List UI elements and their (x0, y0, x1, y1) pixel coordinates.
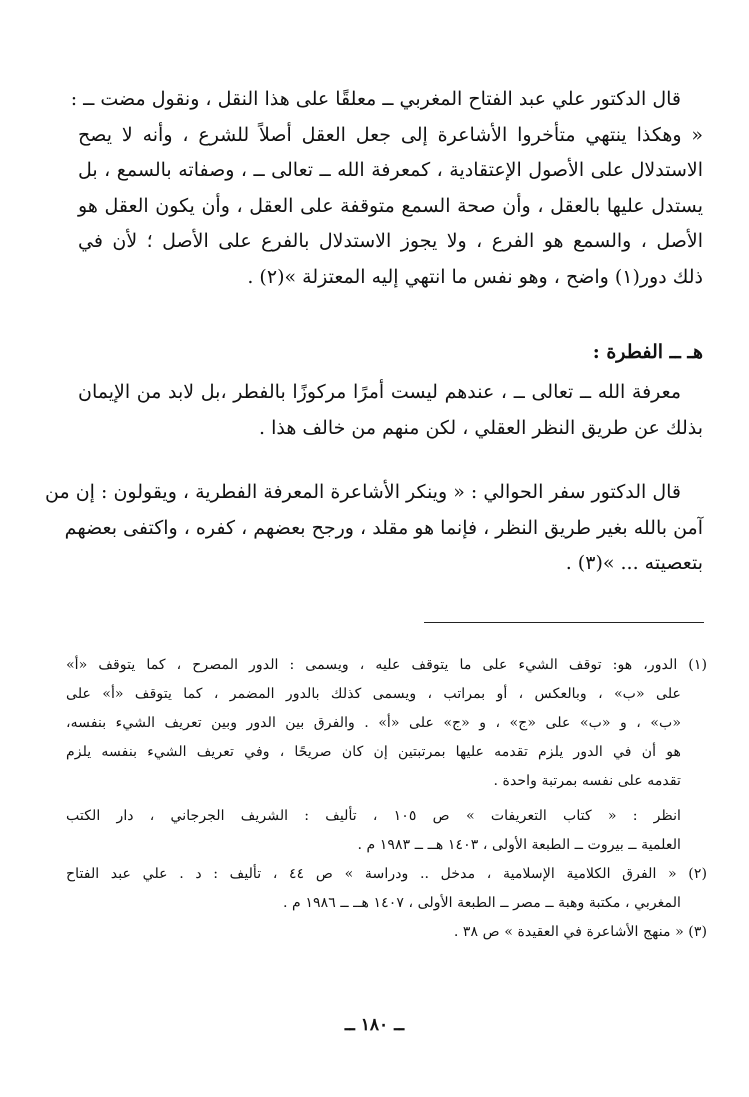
text-line: معرفة الله ــ تعالى ــ ، عندهم ليست أمرًا مركوزًا بالفطر ،بل لابد من الإيمان (78, 381, 681, 403)
footnote-line: انظر : « كتاب التعريفات » ص ١٠٥ ، تأليف : الشريف الجرجاني ، دار الكتب (66, 808, 681, 824)
text-line: بذلك عن طريق النظر العقلي ، لكن منهم من خالف هذا . (258, 416, 703, 439)
footnote-1-reference (66, 802, 707, 860)
footnote-line: هو أن في الدور يلزم تقدمه عليها بمرتبتين إن كان صريحًا ، وفي تعريف الشيء بنفسه يلزم (66, 744, 681, 760)
footnote-line: (٣) « منهج الأشاعرة في العقيدة » ص ٣٨ . (453, 924, 707, 940)
text-line: آمن بالله بغير طريق النظر ، فإنما هو مقلد ، ورجح بعضهم ، كفره ، واكتفى بعضهم (64, 516, 703, 539)
footnote-line: (٢) « الفرق الكلامية الإسلامية ، مدخل .. ودراسة » ص ٤٤ ، تأليف : د . علي عبد الفتاح (66, 866, 707, 882)
text-line: الأصل ، والسمع هو الفرع ، ولا يجوز الاستدلال بالفرع على الأصل ؛ لأن في (78, 230, 703, 252)
text-line: بتعصيته ... »(٣) . (565, 552, 703, 574)
text-line: قال الدكتور علي عبد الفتاح المغربي ــ معلقًا على هذا النقل ، ونقول مضت ــ : (70, 88, 681, 110)
text-line: يستدل عليها بالعقل ، وأن صحة السمع متوقفة على العقل ، وأن يكون العقل هو (78, 194, 703, 217)
footnote-line: «ب» ، و «ب» على «ج» ، و «ج» على «أ» . والفرق بين الدور وبين تعريف الشيء بنفسه، (66, 715, 681, 731)
paragraph-fitra (78, 375, 703, 446)
paragraph-quote-hawali (45, 475, 703, 582)
text-line: قال الدكتور سفر الحوالي : « وينكر الأشاعرة المعرفة الفطرية ، ويقولون : إن من (45, 481, 681, 503)
footnote-line: (١) الدور، هو: توقف الشيء على ما يتوقف عليه ، ويسمى : الدور المصرح ، كما يتوقف «أ» (66, 657, 707, 673)
footnote-separator (424, 622, 704, 623)
footnote-line: تقدمه على نفسه بمرتبة واحدة . (493, 773, 681, 789)
paragraph-quote-maghribi (70, 82, 703, 295)
footnote-line: على «ب» ، وبالعكس ، أو بمراتب ، ويسمى كذلك بالدور المضمر ، كما يتوقف «أ» على (66, 686, 681, 702)
page-number: ــ ١٨٠ ــ (344, 1015, 405, 1035)
footnote-2 (66, 860, 707, 918)
text-line: ذلك دور(١) واضح ، وهو نفس ما انتهي إليه المعتزلة »(٢) . (247, 265, 703, 288)
text-line: « وهكذا ينتهي متأخروا الأشاعرة إلى جعل العقل أصلاً للشرع ، وأنه لا يصح (78, 123, 703, 146)
section-heading: هـ ــ الفطرة : (592, 341, 703, 363)
footnote-1 (66, 651, 707, 796)
footnotes (66, 651, 707, 947)
footnote-line: المغربي ، مكتبة وهبة ــ مصر ــ الطبعة الأولى ، ١٤٠٧ هــ ــ ١٩٨٦ م . (283, 895, 681, 911)
text-line: الاستدلال على الأصول الإعتقادية ، كمعرفة الله ــ تعالى ــ ، وصفاته بالسمع ، بل (78, 159, 703, 181)
footnote-3 (66, 918, 707, 947)
footnote-line: العلمية ــ بيروت ــ الطبعة الأولى ، ١٤٠٣ هــ ــ ١٩٨٣ م . (357, 837, 681, 853)
